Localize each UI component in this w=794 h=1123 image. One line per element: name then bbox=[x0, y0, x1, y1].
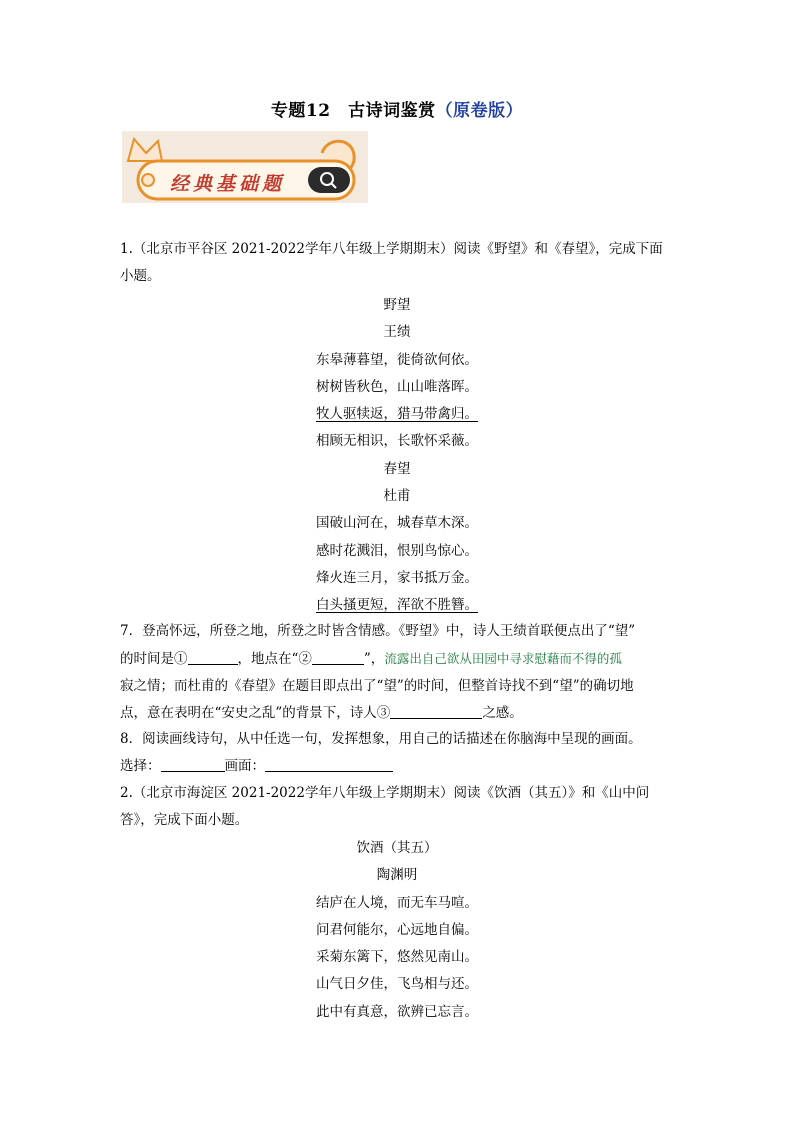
poem-line: 相顾无相识，长歌怀采薇。 bbox=[316, 433, 478, 450]
title-main: 专题12 古诗词鉴赏 bbox=[270, 101, 436, 121]
poem-line: 此中有真意，欲辨已忘言。 bbox=[316, 1003, 478, 1020]
poem-title: 春望 bbox=[383, 460, 411, 477]
poem-line: 国破山河在，城春草木深。 bbox=[316, 515, 478, 532]
poem-yinjiu bbox=[0, 835, 794, 1026]
section-banner bbox=[122, 131, 368, 203]
scene-blank[interactable] bbox=[265, 757, 393, 772]
question-7: 7．登高怀远，所登之地，所登之时皆含情感。《野望》中，诗人王绩首联便点出了“望” 的时间是① ，地点在“② ”，流露出自己欲从田园中寻求慰藉而不得的孤 寂之情；而杜甫的《春望》在题目即点出了“望”的时间，但整首诗找不到“望”的确切地 点，意在表明在“安史之乱”的背景下，诗人③ 之感。 bbox=[120, 623, 636, 721]
answer-blank-3[interactable] bbox=[390, 704, 482, 719]
answer-blank-2[interactable] bbox=[312, 650, 364, 665]
page-title bbox=[0, 96, 794, 121]
poem-title: 饮酒（其五） bbox=[356, 840, 438, 856]
poem-author: 王绩 bbox=[383, 324, 411, 341]
title-accent: （原卷版） bbox=[435, 101, 524, 121]
poem-line: 烽火连三月，家书抵万金。 bbox=[316, 569, 478, 586]
poem-line: 问君何能尔，心远地自偏。 bbox=[316, 921, 478, 938]
poem-yewang bbox=[0, 292, 794, 620]
poem-line: 感时花溅泪，恨别鸟惊心。 bbox=[316, 542, 478, 559]
poem-line: 采菊东篱下，悠然见南山。 bbox=[316, 949, 478, 966]
q1-intro: 1.（北京市平谷区 2021-2022学年八年级上学期期末）阅读《野望》和《春望》，完成下面 小题。 bbox=[120, 241, 663, 284]
poem-line: 结庐在人境，而无车马喧。 bbox=[316, 894, 478, 911]
question-8: 8．阅读画线诗句，从中任选一句，发挥想象，用自己的话描述在你脑海中呈现的画面。 选择： 画面： bbox=[120, 731, 642, 774]
poem-line: 东皋薄暮望，徙倚欲何依。 bbox=[316, 351, 478, 368]
poem-line: 树树皆秋色，山山唯落晖。 bbox=[316, 378, 478, 395]
answer-blank-1[interactable] bbox=[188, 650, 238, 665]
poem-author: 杜甫 bbox=[383, 488, 411, 505]
banner-label: 经典基础题 bbox=[170, 173, 286, 195]
poem-line: 山气日夕佳，飞鸟相与还。 bbox=[316, 976, 478, 993]
poem-line-underlined: 牧人驱犊返，猎马带禽归。 bbox=[316, 406, 478, 423]
q2-intro: 2.（北京市海淀区 2021-2022学年八年级上学期期末）阅读《饮酒（其五）》和《山中问 答》，完成下面小题。 bbox=[120, 785, 650, 828]
poem-line-underlined: 白头搔更短，浑欲不胜簪。 bbox=[316, 597, 478, 614]
poem-title: 野望 bbox=[383, 297, 411, 313]
choose-blank[interactable] bbox=[161, 757, 225, 772]
poem-author: 陶渊明 bbox=[376, 867, 418, 884]
